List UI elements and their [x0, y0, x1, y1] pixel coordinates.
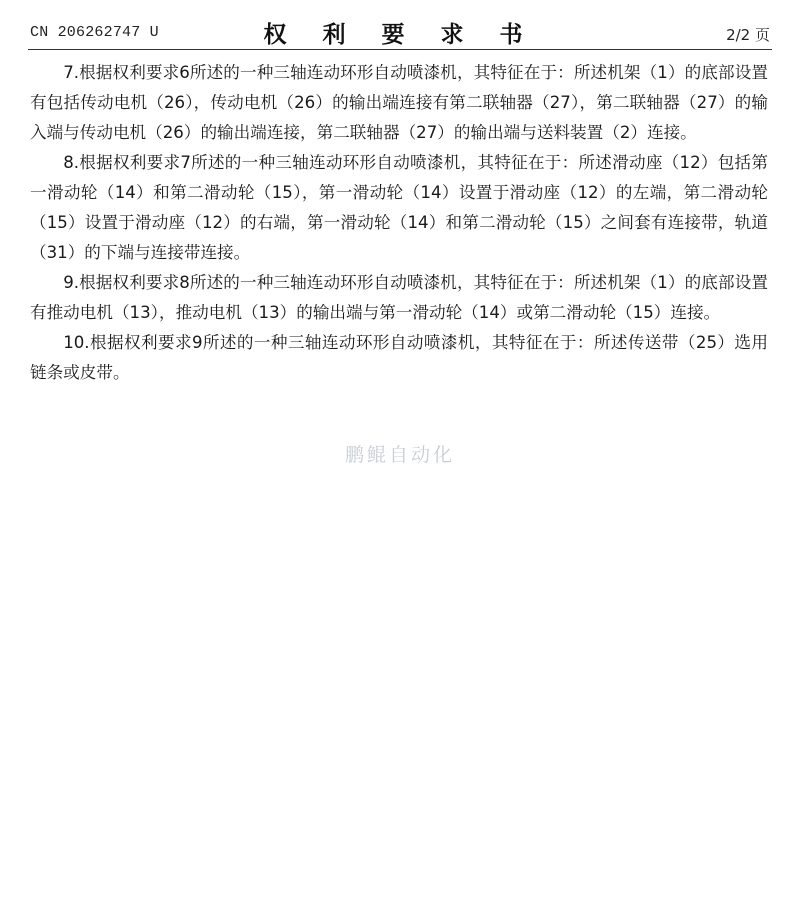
claim-7: 7.根据权利要求6所述的一种三轴连动环形自动喷漆机，其特征在于：所述机架（1）的底部设置有包括传动电机（26），传动电机（26）的输出端连接有第二联轴器（27），第二联轴器（27）的输入端与传动电机（26）的输出端连接，第二联轴器（27）的输出端与送料装置（2）连接。	[30, 63, 768, 142]
document-title: 权 利 要 求 书	[263, 22, 537, 48]
claim-10: 10.根据权利要求9所述的一种三轴连动环形自动喷漆机，其特征在于：所述传送带（25）选用链条或皮带。	[30, 333, 768, 382]
claim-9: 9.根据权利要求8所述的一种三轴连动环形自动喷漆机，其特征在于：所述机架（1）的底部设置有推动电机（13），推动电机（13）的输出端与第一滑动轮（14）或第二滑动轮（15）连接。	[30, 273, 768, 322]
claims-list	[30, 58, 768, 388]
page-header	[30, 14, 770, 48]
page-indicator: 2/2 页	[726, 26, 770, 44]
watermark-text: 鹏鲲自动化	[344, 444, 455, 466]
claim-8: 8.根据权利要求7所述的一种三轴连动环形自动喷漆机，其特征在于：所述滑动座（12）包括第一滑动轮（14）和第二滑动轮（15），第一滑动轮（14）设置于滑动座（12）的左端，第二滑动轮（15）设置于滑动座（12）的右端，第一滑动轮（14）和第二滑动轮（15）之间套有连接带，轨道（31）的下端与连接带连接。	[30, 153, 768, 262]
header-divider	[28, 49, 772, 50]
publication-number: CN 206262747 U	[30, 24, 159, 41]
